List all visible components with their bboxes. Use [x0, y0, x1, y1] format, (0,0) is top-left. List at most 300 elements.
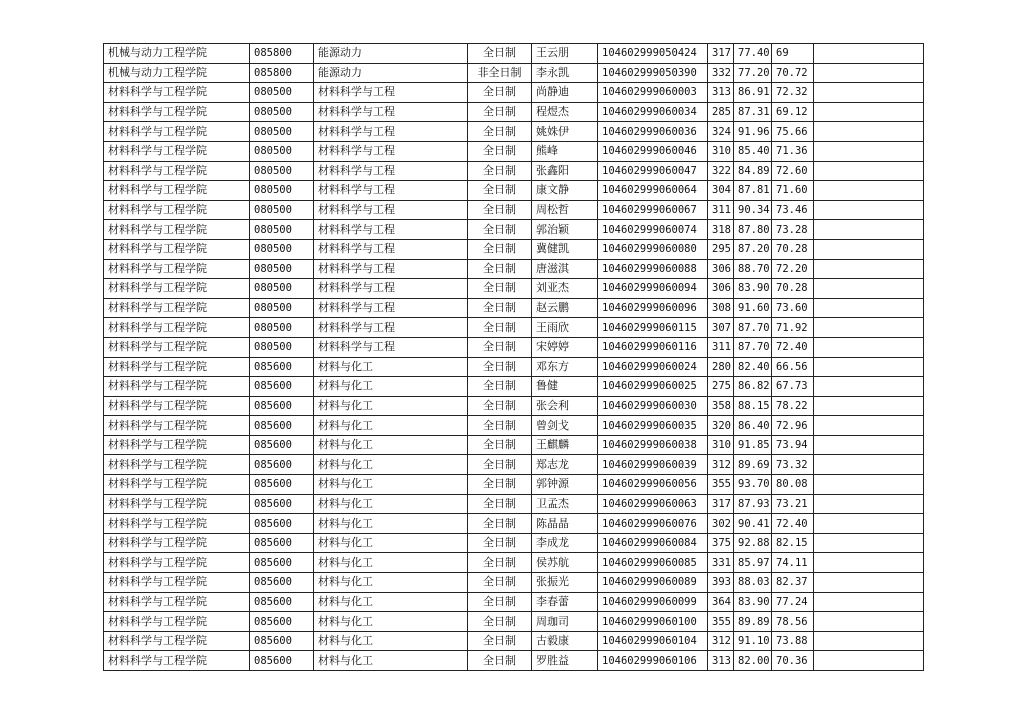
- study-mode-cell: 全日制: [468, 44, 532, 64]
- student-name-cell: 姚姝伊: [532, 122, 598, 142]
- initial-score-cell: 311: [708, 337, 734, 357]
- exam-number-cell: 104602999060025: [598, 377, 708, 397]
- study-mode-cell: 全日制: [468, 279, 532, 299]
- table-row: [104, 239, 924, 259]
- retest-score-cell: 87.70: [734, 337, 772, 357]
- remarks-cell: [814, 122, 924, 142]
- student-name-cell: 程煜杰: [532, 102, 598, 122]
- remarks-cell: [814, 279, 924, 299]
- student-name-cell: 宋婷婷: [532, 337, 598, 357]
- table-row: [104, 220, 924, 240]
- study-mode-cell: 全日制: [468, 475, 532, 495]
- major-code-cell: 080500: [250, 200, 314, 220]
- college-cell: 材料科学与工程学院: [104, 298, 250, 318]
- major-name-cell: 能源动力: [314, 63, 468, 83]
- study-mode-cell: 全日制: [468, 102, 532, 122]
- college-cell: 材料科学与工程学院: [104, 573, 250, 593]
- major-code-cell: 080500: [250, 161, 314, 181]
- student-name-cell: 李成龙: [532, 533, 598, 553]
- total-score-cell: 78.22: [772, 396, 814, 416]
- initial-score-cell: 311: [708, 200, 734, 220]
- remarks-cell: [814, 435, 924, 455]
- table-row: [104, 298, 924, 318]
- remarks-cell: [814, 200, 924, 220]
- retest-score-cell: 86.91: [734, 83, 772, 103]
- student-name-cell: 古毅康: [532, 631, 598, 651]
- retest-score-cell: 85.97: [734, 553, 772, 573]
- initial-score-cell: 317: [708, 44, 734, 64]
- study-mode-cell: 全日制: [468, 181, 532, 201]
- study-mode-cell: 全日制: [468, 631, 532, 651]
- major-code-cell: 080500: [250, 337, 314, 357]
- retest-score-cell: 77.20: [734, 63, 772, 83]
- exam-number-cell: 104602999050390: [598, 63, 708, 83]
- major-code-cell: 085800: [250, 63, 314, 83]
- college-cell: 材料科学与工程学院: [104, 377, 250, 397]
- student-name-cell: 张鑫阳: [532, 161, 598, 181]
- major-name-cell: 材料与化工: [314, 435, 468, 455]
- remarks-cell: [814, 337, 924, 357]
- total-score-cell: 70.28: [772, 279, 814, 299]
- student-name-cell: 郭钟源: [532, 475, 598, 495]
- college-cell: 材料科学与工程学院: [104, 396, 250, 416]
- study-mode-cell: 全日制: [468, 592, 532, 612]
- retest-score-cell: 87.80: [734, 220, 772, 240]
- total-score-cell: 72.32: [772, 83, 814, 103]
- total-score-cell: 71.92: [772, 318, 814, 338]
- table-row: [104, 573, 924, 593]
- table-row: [104, 631, 924, 651]
- initial-score-cell: 332: [708, 63, 734, 83]
- total-score-cell: 75.66: [772, 122, 814, 142]
- study-mode-cell: 全日制: [468, 455, 532, 475]
- college-cell: 材料科学与工程学院: [104, 337, 250, 357]
- major-name-cell: 材料与化工: [314, 396, 468, 416]
- table-row: [104, 592, 924, 612]
- table-body: [104, 44, 924, 671]
- exam-number-cell: 104602999060039: [598, 455, 708, 475]
- major-code-cell: 085600: [250, 553, 314, 573]
- initial-score-cell: 313: [708, 83, 734, 103]
- study-mode-cell: 全日制: [468, 122, 532, 142]
- exam-number-cell: 104602999060084: [598, 533, 708, 553]
- total-score-cell: 72.40: [772, 514, 814, 534]
- remarks-cell: [814, 63, 924, 83]
- major-code-cell: 080500: [250, 318, 314, 338]
- initial-score-cell: 358: [708, 396, 734, 416]
- total-score-cell: 73.32: [772, 455, 814, 475]
- total-score-cell: 70.36: [772, 651, 814, 671]
- exam-number-cell: 104602999060056: [598, 475, 708, 495]
- initial-score-cell: 393: [708, 573, 734, 593]
- study-mode-cell: 全日制: [468, 514, 532, 534]
- initial-score-cell: 320: [708, 416, 734, 436]
- study-mode-cell: 全日制: [468, 83, 532, 103]
- major-name-cell: 材料科学与工程: [314, 161, 468, 181]
- admission-table: [103, 43, 924, 671]
- remarks-cell: [814, 514, 924, 534]
- table-row: [104, 494, 924, 514]
- exam-number-cell: 104602999060034: [598, 102, 708, 122]
- major-name-cell: 材料与化工: [314, 514, 468, 534]
- retest-score-cell: 87.20: [734, 239, 772, 259]
- exam-number-cell: 104602999060046: [598, 141, 708, 161]
- major-code-cell: 080500: [250, 298, 314, 318]
- retest-score-cell: 91.96: [734, 122, 772, 142]
- remarks-cell: [814, 416, 924, 436]
- retest-score-cell: 83.90: [734, 592, 772, 612]
- major-code-cell: 085600: [250, 455, 314, 475]
- major-code-cell: 080500: [250, 181, 314, 201]
- study-mode-cell: 全日制: [468, 416, 532, 436]
- study-mode-cell: 全日制: [468, 161, 532, 181]
- table-row: [104, 612, 924, 632]
- exam-number-cell: 104602999060047: [598, 161, 708, 181]
- exam-number-cell: 104602999060099: [598, 592, 708, 612]
- major-code-cell: 080500: [250, 220, 314, 240]
- major-code-cell: 085600: [250, 651, 314, 671]
- college-cell: 材料科学与工程学院: [104, 83, 250, 103]
- student-name-cell: 唐滋淇: [532, 259, 598, 279]
- remarks-cell: [814, 44, 924, 64]
- initial-score-cell: 280: [708, 357, 734, 377]
- major-code-cell: 080500: [250, 102, 314, 122]
- study-mode-cell: 全日制: [468, 259, 532, 279]
- major-code-cell: 080500: [250, 83, 314, 103]
- major-code-cell: 080500: [250, 279, 314, 299]
- retest-score-cell: 89.69: [734, 455, 772, 475]
- table-row: [104, 396, 924, 416]
- exam-number-cell: 104602999060104: [598, 631, 708, 651]
- student-name-cell: 周珈司: [532, 612, 598, 632]
- major-code-cell: 085600: [250, 396, 314, 416]
- table-row: [104, 416, 924, 436]
- exam-number-cell: 104602999060080: [598, 239, 708, 259]
- remarks-cell: [814, 494, 924, 514]
- student-name-cell: 鲁健: [532, 377, 598, 397]
- major-name-cell: 材料与化工: [314, 573, 468, 593]
- major-code-cell: 080500: [250, 122, 314, 142]
- total-score-cell: 77.24: [772, 592, 814, 612]
- student-name-cell: 李永凯: [532, 63, 598, 83]
- student-name-cell: 赵云鹏: [532, 298, 598, 318]
- total-score-cell: 82.15: [772, 533, 814, 553]
- initial-score-cell: 317: [708, 494, 734, 514]
- college-cell: 材料科学与工程学院: [104, 416, 250, 436]
- initial-score-cell: 304: [708, 181, 734, 201]
- exam-number-cell: 104602999060035: [598, 416, 708, 436]
- major-code-cell: 080500: [250, 141, 314, 161]
- retest-score-cell: 88.03: [734, 573, 772, 593]
- major-name-cell: 材料科学与工程: [314, 200, 468, 220]
- major-name-cell: 材料科学与工程: [314, 337, 468, 357]
- remarks-cell: [814, 141, 924, 161]
- remarks-cell: [814, 396, 924, 416]
- retest-score-cell: 91.10: [734, 631, 772, 651]
- exam-number-cell: 104602999060074: [598, 220, 708, 240]
- student-name-cell: 康文静: [532, 181, 598, 201]
- remarks-cell: [814, 592, 924, 612]
- major-name-cell: 材料科学与工程: [314, 318, 468, 338]
- exam-number-cell: 104602999060063: [598, 494, 708, 514]
- major-name-cell: 材料科学与工程: [314, 141, 468, 161]
- retest-score-cell: 87.31: [734, 102, 772, 122]
- exam-number-cell: 104602999060024: [598, 357, 708, 377]
- remarks-cell: [814, 220, 924, 240]
- retest-score-cell: 91.60: [734, 298, 772, 318]
- student-name-cell: 卫孟杰: [532, 494, 598, 514]
- major-name-cell: 材料科学与工程: [314, 122, 468, 142]
- total-score-cell: 73.28: [772, 220, 814, 240]
- table-row: [104, 141, 924, 161]
- exam-number-cell: 104602999060030: [598, 396, 708, 416]
- major-name-cell: 材料科学与工程: [314, 102, 468, 122]
- major-name-cell: 材料与化工: [314, 592, 468, 612]
- college-cell: 材料科学与工程学院: [104, 279, 250, 299]
- college-cell: 材料科学与工程学院: [104, 592, 250, 612]
- retest-score-cell: 77.40: [734, 44, 772, 64]
- total-score-cell: 70.72: [772, 63, 814, 83]
- total-score-cell: 71.36: [772, 141, 814, 161]
- total-score-cell: 73.88: [772, 631, 814, 651]
- total-score-cell: 69.12: [772, 102, 814, 122]
- exam-number-cell: 104602999060094: [598, 279, 708, 299]
- major-name-cell: 材料与化工: [314, 612, 468, 632]
- total-score-cell: 82.37: [772, 573, 814, 593]
- table-row: [104, 337, 924, 357]
- initial-score-cell: 295: [708, 239, 734, 259]
- student-name-cell: 邓东方: [532, 357, 598, 377]
- study-mode-cell: 全日制: [468, 573, 532, 593]
- exam-number-cell: 104602999060003: [598, 83, 708, 103]
- student-name-cell: 曾剑戈: [532, 416, 598, 436]
- college-cell: 材料科学与工程学院: [104, 475, 250, 495]
- remarks-cell: [814, 102, 924, 122]
- table-row: [104, 435, 924, 455]
- student-name-cell: 侯苏航: [532, 553, 598, 573]
- remarks-cell: [814, 83, 924, 103]
- major-code-cell: 085800: [250, 44, 314, 64]
- table-row: [104, 122, 924, 142]
- total-score-cell: 72.60: [772, 161, 814, 181]
- total-score-cell: 72.40: [772, 337, 814, 357]
- remarks-cell: [814, 239, 924, 259]
- study-mode-cell: 全日制: [468, 651, 532, 671]
- total-score-cell: 67.73: [772, 377, 814, 397]
- student-name-cell: 尚静迪: [532, 83, 598, 103]
- exam-number-cell: 104602999060116: [598, 337, 708, 357]
- major-code-cell: 085600: [250, 357, 314, 377]
- major-name-cell: 材料科学与工程: [314, 83, 468, 103]
- total-score-cell: 72.20: [772, 259, 814, 279]
- retest-score-cell: 93.70: [734, 475, 772, 495]
- table-row: [104, 553, 924, 573]
- table-row: [104, 318, 924, 338]
- remarks-cell: [814, 651, 924, 671]
- college-cell: 材料科学与工程学院: [104, 631, 250, 651]
- college-cell: 材料科学与工程学院: [104, 494, 250, 514]
- retest-score-cell: 87.81: [734, 181, 772, 201]
- remarks-cell: [814, 612, 924, 632]
- major-code-cell: 085600: [250, 514, 314, 534]
- table-row: [104, 533, 924, 553]
- initial-score-cell: 313: [708, 651, 734, 671]
- exam-number-cell: 104602999060115: [598, 318, 708, 338]
- study-mode-cell: 全日制: [468, 318, 532, 338]
- initial-score-cell: 312: [708, 631, 734, 651]
- major-name-cell: 材料科学与工程: [314, 298, 468, 318]
- remarks-cell: [814, 181, 924, 201]
- initial-score-cell: 310: [708, 435, 734, 455]
- table-row: [104, 377, 924, 397]
- remarks-cell: [814, 318, 924, 338]
- initial-score-cell: 375: [708, 533, 734, 553]
- college-cell: 材料科学与工程学院: [104, 259, 250, 279]
- retest-score-cell: 87.93: [734, 494, 772, 514]
- exam-number-cell: 104602999060067: [598, 200, 708, 220]
- college-cell: 材料科学与工程学院: [104, 435, 250, 455]
- major-name-cell: 材料与化工: [314, 475, 468, 495]
- table-row: [104, 279, 924, 299]
- total-score-cell: 69: [772, 44, 814, 64]
- table-row: [104, 475, 924, 495]
- student-name-cell: 王麒麟: [532, 435, 598, 455]
- exam-number-cell: 104602999060096: [598, 298, 708, 318]
- college-cell: 机械与动力工程学院: [104, 63, 250, 83]
- college-cell: 材料科学与工程学院: [104, 357, 250, 377]
- initial-score-cell: 302: [708, 514, 734, 534]
- major-name-cell: 材料科学与工程: [314, 220, 468, 240]
- student-name-cell: 张振光: [532, 573, 598, 593]
- college-cell: 材料科学与工程学院: [104, 181, 250, 201]
- total-score-cell: 73.94: [772, 435, 814, 455]
- initial-score-cell: 306: [708, 279, 734, 299]
- remarks-cell: [814, 377, 924, 397]
- student-name-cell: 罗胜益: [532, 651, 598, 671]
- retest-score-cell: 90.41: [734, 514, 772, 534]
- initial-score-cell: 324: [708, 122, 734, 142]
- major-code-cell: 085600: [250, 533, 314, 553]
- major-name-cell: 材料与化工: [314, 533, 468, 553]
- initial-score-cell: 275: [708, 377, 734, 397]
- initial-score-cell: 306: [708, 259, 734, 279]
- remarks-cell: [814, 455, 924, 475]
- study-mode-cell: 非全日制: [468, 63, 532, 83]
- initial-score-cell: 364: [708, 592, 734, 612]
- study-mode-cell: 全日制: [468, 337, 532, 357]
- remarks-cell: [814, 631, 924, 651]
- table-row: [104, 63, 924, 83]
- table-row: [104, 200, 924, 220]
- major-code-cell: 085600: [250, 475, 314, 495]
- major-code-cell: 085600: [250, 573, 314, 593]
- student-name-cell: 周松哲: [532, 200, 598, 220]
- student-name-cell: 冀健凯: [532, 239, 598, 259]
- exam-number-cell: 104602999060085: [598, 553, 708, 573]
- major-code-cell: 080500: [250, 239, 314, 259]
- table-row: [104, 102, 924, 122]
- table-row: [104, 259, 924, 279]
- retest-score-cell: 90.34: [734, 200, 772, 220]
- total-score-cell: 73.60: [772, 298, 814, 318]
- major-name-cell: 材料与化工: [314, 377, 468, 397]
- total-score-cell: 72.96: [772, 416, 814, 436]
- remarks-cell: [814, 161, 924, 181]
- initial-score-cell: 331: [708, 553, 734, 573]
- total-score-cell: 71.60: [772, 181, 814, 201]
- college-cell: 材料科学与工程学院: [104, 514, 250, 534]
- student-name-cell: 张会利: [532, 396, 598, 416]
- major-code-cell: 085600: [250, 416, 314, 436]
- retest-score-cell: 89.89: [734, 612, 772, 632]
- table-row: [104, 83, 924, 103]
- retest-score-cell: 88.15: [734, 396, 772, 416]
- table-row: [104, 161, 924, 181]
- major-name-cell: 材料科学与工程: [314, 279, 468, 299]
- major-name-cell: 材料科学与工程: [314, 259, 468, 279]
- total-score-cell: 66.56: [772, 357, 814, 377]
- remarks-cell: [814, 357, 924, 377]
- initial-score-cell: 307: [708, 318, 734, 338]
- total-score-cell: 78.56: [772, 612, 814, 632]
- study-mode-cell: 全日制: [468, 494, 532, 514]
- table-row: [104, 455, 924, 475]
- major-name-cell: 材料与化工: [314, 494, 468, 514]
- study-mode-cell: 全日制: [468, 200, 532, 220]
- major-code-cell: 085600: [250, 494, 314, 514]
- major-name-cell: 材料与化工: [314, 553, 468, 573]
- retest-score-cell: 84.89: [734, 161, 772, 181]
- table-row: [104, 44, 924, 64]
- major-name-cell: 材料科学与工程: [314, 181, 468, 201]
- exam-number-cell: 104602999050424: [598, 44, 708, 64]
- college-cell: 材料科学与工程学院: [104, 102, 250, 122]
- table-row: [104, 181, 924, 201]
- student-name-cell: 王雨欣: [532, 318, 598, 338]
- major-code-cell: 080500: [250, 259, 314, 279]
- retest-score-cell: 92.88: [734, 533, 772, 553]
- exam-number-cell: 104602999060088: [598, 259, 708, 279]
- major-code-cell: 085600: [250, 435, 314, 455]
- major-code-cell: 085600: [250, 592, 314, 612]
- college-cell: 材料科学与工程学院: [104, 220, 250, 240]
- major-name-cell: 材料与化工: [314, 416, 468, 436]
- college-cell: 材料科学与工程学院: [104, 533, 250, 553]
- initial-score-cell: 355: [708, 612, 734, 632]
- retest-score-cell: 91.85: [734, 435, 772, 455]
- retest-score-cell: 86.40: [734, 416, 772, 436]
- college-cell: 材料科学与工程学院: [104, 239, 250, 259]
- retest-score-cell: 88.70: [734, 259, 772, 279]
- major-name-cell: 材料与化工: [314, 651, 468, 671]
- initial-score-cell: 310: [708, 141, 734, 161]
- retest-score-cell: 82.40: [734, 357, 772, 377]
- study-mode-cell: 全日制: [468, 239, 532, 259]
- remarks-cell: [814, 298, 924, 318]
- study-mode-cell: 全日制: [468, 377, 532, 397]
- initial-score-cell: 312: [708, 455, 734, 475]
- initial-score-cell: 308: [708, 298, 734, 318]
- remarks-cell: [814, 259, 924, 279]
- study-mode-cell: 全日制: [468, 220, 532, 240]
- total-score-cell: 73.46: [772, 200, 814, 220]
- study-mode-cell: 全日制: [468, 612, 532, 632]
- study-mode-cell: 全日制: [468, 533, 532, 553]
- major-name-cell: 材料与化工: [314, 455, 468, 475]
- remarks-cell: [814, 573, 924, 593]
- study-mode-cell: 全日制: [468, 553, 532, 573]
- college-cell: 机械与动力工程学院: [104, 44, 250, 64]
